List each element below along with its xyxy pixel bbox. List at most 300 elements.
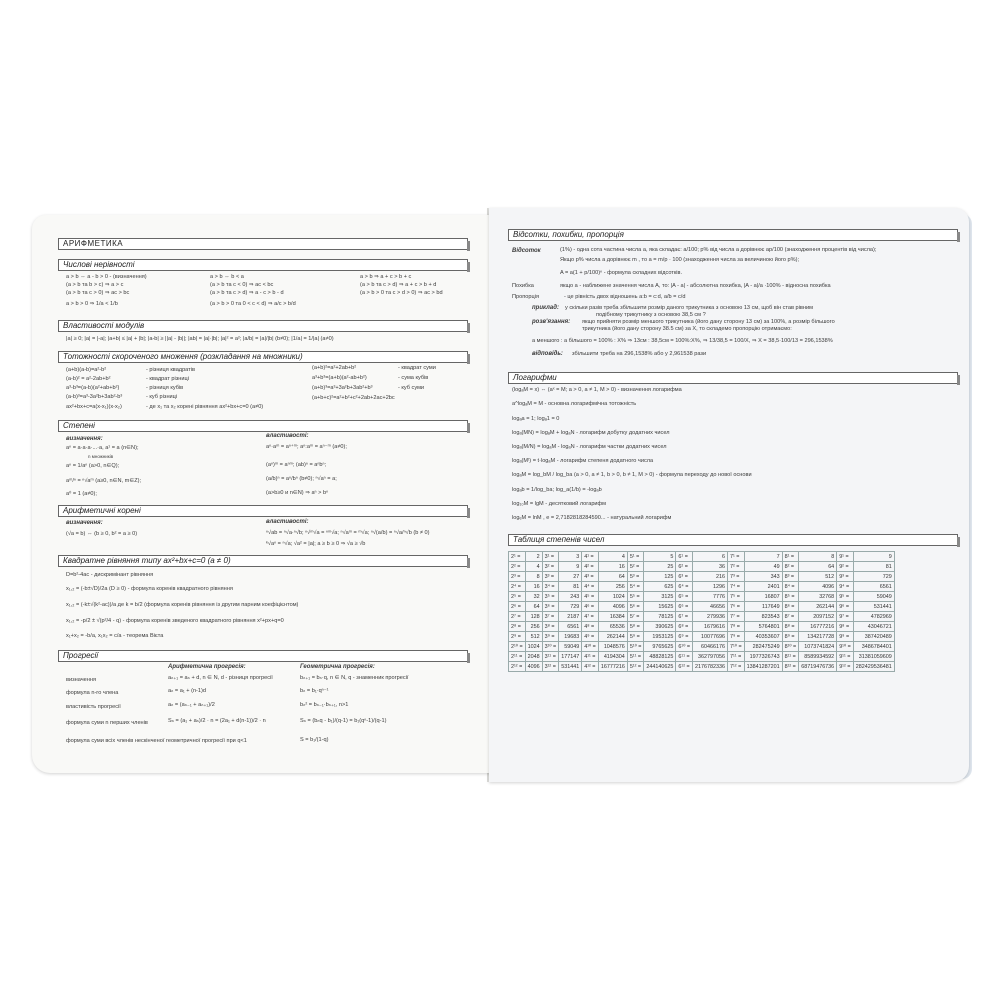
ineq-3-3: (a > b > 0 та c > d > 0) ⇒ ac > bd [360, 290, 443, 296]
solution-1: якщо прийняти розмір меншого трикутника (його дану сторону 13 см) за 100%, а розмір більшого [582, 319, 835, 325]
power-label-cell: 2³ = [509, 572, 526, 582]
power-label-cell: 9⁸ = [837, 622, 854, 632]
ident-2b-3: - куб суми [398, 385, 425, 391]
power-label-cell: 6¹ = [676, 552, 693, 562]
power-label-cell: 6¹¹ = [676, 652, 693, 662]
ident-1-1: (a+b)(a-b)=a²-b² [66, 367, 107, 373]
power-value-cell: 282475249 [744, 642, 782, 652]
power-value-cell: 5 [644, 552, 676, 562]
power-label-cell: 7⁸ = [728, 622, 745, 632]
power-value-cell: 60466176 [693, 642, 728, 652]
power-value-cell: 262144 [799, 602, 837, 612]
power-label-cell: 2² = [509, 562, 526, 572]
ident-2-3: (a+b)³=a³+3a²b+3ab²+b³ [312, 385, 373, 391]
powers-def-label: визначення: [66, 436, 103, 442]
section-quadratic: Квадратне рівняння типу ax²+bx+c=0 (a ≠ 0) [58, 555, 468, 567]
label-prop: Пропорція [512, 294, 539, 300]
powers-2-2: (aⁿ)ᵐ = aⁿᵐ; (ab)ⁿ = aⁿbⁿ; [266, 462, 327, 468]
power-label-cell: 9¹² = [837, 662, 854, 672]
power-value-cell: 390625 [644, 622, 676, 632]
arith-4: Sₙ = (a₁ + aₙ)/2 · n = (2a₁ + d(n-1))/2 · n [168, 718, 266, 724]
power-label-cell: 8¹² = [782, 662, 799, 672]
example-label: приклад: [532, 305, 559, 311]
power-label-cell: 7² = [728, 562, 745, 572]
prog-row-3: властивість прогресії [66, 704, 121, 710]
section-modules: Властивості модулів [58, 320, 468, 332]
power-value-cell: 4096 [525, 662, 542, 672]
power-label-cell: 4⁸ = [582, 622, 599, 632]
power-value-cell: 531441 [559, 662, 582, 672]
power-label-cell: 8⁷ = [782, 612, 799, 622]
power-value-cell: 59049 [853, 592, 894, 602]
power-value-cell: 1296 [693, 582, 728, 592]
power-value-cell: 32768 [799, 592, 837, 602]
table-row [509, 622, 895, 632]
ident-1-4: (a-b)³=a³-3a²b+3ab²-b³ [66, 394, 123, 400]
power-value-cell: 512 [525, 632, 542, 642]
power-label-cell: 5⁸ = [627, 622, 644, 632]
power-label-cell: 2⁴ = [509, 582, 526, 592]
power-label-cell: 9¹⁰ = [837, 642, 854, 652]
power-label-cell: 7⁹ = [728, 632, 745, 642]
power-value-cell: 128 [525, 612, 542, 622]
power-label-cell: 2⁷ = [509, 612, 526, 622]
geom-4: Sₙ = (bₙq - b₁)/(q-1) = b₁(qⁿ-1)/(q-1) [300, 718, 387, 724]
power-label-cell: 7¹² = [728, 662, 745, 672]
power-label-cell: 8⁵ = [782, 592, 799, 602]
power-label-cell: 4⁶ = [582, 602, 599, 612]
ident-2-4: (a+b+c)²=a²+b²+c²+2ab+2ac+2bc [312, 395, 395, 401]
power-label-cell: 5⁹ = [627, 632, 644, 642]
roots-2-1: ⁿ√ab = ⁿ√a·ⁿ√b; ⁿ√ᵐ√a = ⁿᵐ√a; ⁿ√aᵐ = ᵐ√a; ⁿ√(a/b) = ⁿ√a/ⁿ√b (b ≠ 0) [266, 530, 430, 536]
power-label-cell: 8⁹ = [782, 632, 799, 642]
power-label-cell: 3² = [542, 562, 559, 572]
power-value-cell: 2187 [559, 612, 582, 622]
power-value-cell: 4096 [799, 582, 837, 592]
power-value-cell: 625 [644, 582, 676, 592]
table-row [509, 592, 895, 602]
log-10: logₑM = lnM , e = 2,7182818284590... - натуральний логарифм [512, 515, 672, 521]
power-value-cell: 16777216 [799, 622, 837, 632]
quad-2: x₁,₂ = (-b±√D)/2a (D ≥ 0) - формула коренів квадратного рівняння [66, 586, 233, 592]
power-value-cell: 279936 [693, 612, 728, 622]
power-label-cell: 3¹¹ = [542, 652, 559, 662]
ident-2-2: a³+b³=(a+b)(a²-ab+b²) [312, 375, 367, 381]
power-label-cell: 7¹ = [728, 552, 745, 562]
table-row [509, 602, 895, 612]
prog-row-4: формула суми n перших членів [66, 720, 148, 726]
power-label-cell: 7⁴ = [728, 582, 745, 592]
power-value-cell: 4096 [598, 602, 627, 612]
power-value-cell: 2401 [744, 582, 782, 592]
answer: збільшити треба на 296,1538% або у 2,961538 рази [572, 351, 707, 357]
power-label-cell: 6⁶ = [676, 602, 693, 612]
log-2: a^logₐM = M - основна логарифмічна тотожність [512, 401, 637, 407]
percent-5: - це рівність двох відношень a:b = c:d, a/b = c/d [564, 294, 686, 300]
ident-1-5: ax²+bx+c=a(x-x₁)(x-x₂) [66, 404, 122, 410]
power-value-cell: 16 [525, 582, 542, 592]
powers-1-1: aⁿ = a·a·a·...·a, a¹ = a (n∈N); [66, 445, 139, 451]
powers-1-4: aᵐ/ⁿ = ⁿ√aᵐ (a≥0, n∈N, m∈Z); [66, 478, 142, 484]
power-value-cell: 48828125 [644, 652, 676, 662]
power-label-cell: 9² = [837, 562, 854, 572]
power-label-cell: 8¹ = [782, 552, 799, 562]
section-identities: Тотожності скороченого множення (розкладання на множники) [58, 351, 468, 363]
section-powers: Степені [58, 420, 468, 432]
power-label-cell: 9³ = [837, 572, 854, 582]
power-value-cell: 6 [693, 552, 728, 562]
power-label-cell: 6⁷ = [676, 612, 693, 622]
power-label-cell: 3⁶ = [542, 602, 559, 612]
table-row [509, 612, 895, 622]
powers-2-3: (a/b)ⁿ = aⁿ/bⁿ (b≠0); ⁿ√aⁿ = a; [266, 476, 337, 482]
solution-label: розв'язання: [532, 319, 571, 325]
percent-2: Якщо p% числа a дорівнює m , то a = m/p · 100 (знаходження числа за величиною його p%); [560, 257, 800, 263]
arith-3: aₙ = (aₙ₋₁ + aₙ₊₁)/2 [168, 702, 215, 708]
power-value-cell: 244140625 [644, 662, 676, 672]
power-label-cell: 3⁹ = [542, 632, 559, 642]
power-label-cell: 9¹ = [837, 552, 854, 562]
power-label-cell: 6¹² = [676, 662, 693, 672]
power-label-cell: 5¹⁰ = [627, 642, 644, 652]
power-value-cell: 7776 [693, 592, 728, 602]
power-value-cell: 531441 [853, 602, 894, 612]
power-value-cell: 125 [644, 572, 676, 582]
power-value-cell: 13841287201 [744, 662, 782, 672]
power-value-cell: 4 [525, 562, 542, 572]
table-row [509, 662, 895, 672]
log-1: (logₐM = x) ⇔ (aˣ = M; a > 0, a ≠ 1, M > 0) - визначення логарифма [512, 387, 682, 393]
power-label-cell: 9⁴ = [837, 582, 854, 592]
geom-1: bₙ₊₁ = bₙ·q, n ∈ N, q - знаменник прогресії [300, 675, 409, 681]
percent-4: якщо a - наближене значення числа A, то: |A - a| - абсолютна похибка, |A - a|/a ·100% - відносна похибка [560, 283, 831, 289]
power-value-cell: 343 [744, 572, 782, 582]
ident-1b-5: - де x₁ та x₂ корені рівняння ax²+bx+c=0 (a≠0) [146, 404, 264, 410]
power-value-cell: 1953125 [644, 632, 676, 642]
power-label-cell: 2¹⁰ = [509, 642, 526, 652]
power-value-cell: 68719476736 [799, 662, 837, 672]
power-value-cell: 16777216 [598, 662, 627, 672]
power-label-cell: 7¹¹ = [728, 652, 745, 662]
power-label-cell: 2⁵ = [509, 592, 526, 602]
ineq-2-4: (a > b > 0 та 0 < c < d) ⇒ a/c > b/d [210, 301, 296, 307]
power-value-cell: 2097152 [799, 612, 837, 622]
power-label-cell: 3⁵ = [542, 592, 559, 602]
power-value-cell: 9765625 [644, 642, 676, 652]
power-value-cell: 117649 [744, 602, 782, 612]
power-label-cell: 9⁷ = [837, 612, 854, 622]
power-value-cell: 46656 [693, 602, 728, 612]
power-label-cell: 9⁹ = [837, 632, 854, 642]
power-label-cell: 6⁹ = [676, 632, 693, 642]
power-label-cell: 4¹ = [582, 552, 599, 562]
power-label-cell: 2⁹ = [509, 632, 526, 642]
power-label-cell: 5⁷ = [627, 612, 644, 622]
power-value-cell: 3125 [644, 592, 676, 602]
geom-3: bₙ² = bₙ₋₁·bₙ₊₁, n>1 [300, 702, 349, 708]
power-label-cell: 2⁶ = [509, 602, 526, 612]
powers-1-3: aⁿ = 1/aⁿ (a>0, n∈Q); [66, 463, 120, 469]
table-row [509, 582, 895, 592]
power-label-cell: 3¹² = [542, 662, 559, 672]
power-value-cell: 8589934592 [799, 652, 837, 662]
ineq-3-2: (a > b та c > d) ⇒ a + c > b + d [360, 282, 437, 288]
power-value-cell: 43046721 [853, 622, 894, 632]
power-label-cell: 7⁷ = [728, 612, 745, 622]
power-label-cell: 7³ = [728, 572, 745, 582]
ident-1-3: a³-b³=(a-b)(a²+ab+b²) [66, 385, 120, 391]
power-value-cell: 216 [693, 572, 728, 582]
arith-label: Арифметична прогресія: [168, 664, 246, 670]
power-label-cell: 2¹¹ = [509, 652, 526, 662]
power-value-cell: 5764801 [744, 622, 782, 632]
power-value-cell: 177147 [559, 652, 582, 662]
power-label-cell: 8¹¹ = [782, 652, 799, 662]
power-label-cell: 6¹⁰ = [676, 642, 693, 652]
example-1: у скільки разів треба збільшити розмір даного трикутника з основою 13 см, щоб він став рівним [565, 305, 813, 311]
example-2: подібному трикутнику з основою 38,5 см ? [596, 312, 706, 318]
power-value-cell: 387420489 [853, 632, 894, 642]
power-value-cell: 78125 [644, 612, 676, 622]
quad-4: x₁,₂ = -p/2 ± √(p²/4 - q) - формула коренів зведеного квадратного рівняння x²+px+q=0 [66, 618, 284, 624]
arith-2: aₙ = a₁ + (n-1)d [168, 688, 207, 694]
power-label-cell: 3¹ = [542, 552, 559, 562]
ident-1b-3: - різниця кубів [146, 385, 184, 391]
power-label-cell: 8⁶ = [782, 602, 799, 612]
ineq-1-4: a > b > 0 ⇒ 1/a < 1/b [66, 301, 118, 307]
powers-1-5: a⁰ = 1 (a≠0); [66, 491, 97, 497]
table-row [509, 652, 895, 662]
power-value-cell: 1073741824 [799, 642, 837, 652]
ineq-1-1: a > b ⇔ a - b > 0 - (визначення) [66, 274, 147, 280]
power-value-cell: 10077696 [693, 632, 728, 642]
section-power-table: Таблиця степенів чисел [508, 534, 958, 546]
power-label-cell: 2¹ = [509, 552, 526, 562]
ident-1b-2: - квадрат різниці [146, 376, 189, 382]
powers-1-2: n множників [88, 454, 114, 459]
power-value-cell: 362797056 [693, 652, 728, 662]
power-value-cell: 8 [525, 572, 542, 582]
power-label-cell: 7⁵ = [728, 592, 745, 602]
geom-2: bₙ = b₁·qⁿ⁻¹ [300, 688, 329, 694]
power-label-cell: 8³ = [782, 572, 799, 582]
log-6: logₐ(Mᵗ) = t·logₐM - логарифм степеня додатного числа [512, 458, 654, 464]
log-9: log₁₀M = lgM - десятковий логарифм [512, 501, 607, 507]
power-label-cell: 5² = [627, 562, 644, 572]
power-value-cell: 8 [799, 552, 837, 562]
roots-prop-label: властивості: [266, 519, 309, 525]
power-label-cell: 4³ = [582, 572, 599, 582]
ineq-2-1: a > b ⇔ b < a [210, 274, 244, 280]
powers-2-1: aⁿ·aᵐ = aⁿ⁺ᵐ; aⁿ:aᵐ = aⁿ⁻ᵐ (a≠0); [266, 444, 347, 450]
power-label-cell: 7¹⁰ = [728, 642, 745, 652]
power-label-cell: 9⁶ = [837, 602, 854, 612]
power-value-cell: 9 [559, 562, 582, 572]
ident-1-2: (a-b)² = a²-2ab+b² [66, 376, 111, 382]
powers-2-4: (a>b≥0 и n∈N) ⇒ aⁿ > bⁿ [266, 490, 329, 496]
answer-label: відповідь: [532, 351, 563, 357]
geom-5: S = b₁/(1-q) [300, 737, 329, 743]
power-value-cell: 40353607 [744, 632, 782, 642]
power-label-cell: 9¹¹ = [837, 652, 854, 662]
ineq-3-1: a > b ⇒ a + c > b + c [360, 274, 412, 280]
power-label-cell: 6² = [676, 562, 693, 572]
power-value-cell: 256 [598, 582, 627, 592]
power-value-cell: 64 [525, 602, 542, 612]
log-5: logₐ(M/N) = logₐM - logₐN - логарифм частки додатних чисел [512, 444, 667, 450]
power-value-cell: 3486784401 [853, 642, 894, 652]
power-label-cell: 3⁸ = [542, 622, 559, 632]
power-label-cell: 5³ = [627, 572, 644, 582]
power-value-cell: 134217728 [799, 632, 837, 642]
log-7: logₐM = log_bM / log_ba (a > 0, a ≠ 1, b > 0, b ≠ 1, M > 0) - формула переходу до нової основи [512, 472, 752, 478]
power-value-cell: 729 [853, 572, 894, 582]
arithmetic-title: АРИФМЕТИКА [58, 238, 468, 250]
power-label-cell: 9⁵ = [837, 592, 854, 602]
power-value-cell: 3 [559, 552, 582, 562]
power-value-cell: 32 [525, 592, 542, 602]
quad-3: x₁,₂ = (-k±√(k²-ac))/a де k = b/2 (формула коренів рівняння із другим парним коефіцієнтом) [66, 602, 299, 608]
power-value-cell: 19683 [559, 632, 582, 642]
arith-1: aₙ₊₁ = aₙ + d, n ∈ N, d - різниця прогресії [168, 675, 273, 681]
power-value-cell: 1977326743 [744, 652, 782, 662]
power-label-cell: 6³ = [676, 572, 693, 582]
power-value-cell: 16807 [744, 592, 782, 602]
modules-line: |a| ≥ 0; |a| = |-a|; |a+b| ≤ |a| + |b|; |a-b| ≥ ||a| - |b||; |ab| = |a|·|b|; |a|² = a²; |a/b| = |a|/|b| (b≠0); |1/a| = 1/|a| (a≠0) [66, 336, 334, 342]
power-label-cell: 2¹² = [509, 662, 526, 672]
percent-1: (1%) - одна сота частина числа a, яка складає: a/100; p% від числа a дорівнює ap/100 (знаходження процентів від числа); [560, 247, 877, 253]
roots-2-2: ᵏ√aⁿ = ⁿ√a; √a² = |a|; a ≥ b ≥ 0 ⇒ √a ≥ √b [266, 541, 366, 547]
power-label-cell: 4⁴ = [582, 582, 599, 592]
power-value-cell: 512 [799, 572, 837, 582]
power-label-cell: 8⁴ = [782, 582, 799, 592]
power-label-cell: 4¹² = [582, 662, 599, 672]
power-label-cell: 4² = [582, 562, 599, 572]
log-3: logₐa = 1; logₐ1 = 0 [512, 416, 560, 422]
log-8: logₐb = 1/log_ba; log_a(1/b) = -logₐb [512, 487, 602, 493]
power-value-cell: 4782969 [853, 612, 894, 622]
table-row [509, 552, 895, 562]
power-value-cell: 49 [744, 562, 782, 572]
powers-prop-label: властивості: [266, 433, 309, 439]
power-value-cell: 1048576 [598, 642, 627, 652]
prog-row-1: визначення [66, 677, 96, 683]
section-logs: Логарифми [508, 372, 958, 384]
power-value-cell: 9 [853, 552, 894, 562]
power-label-cell: 8⁸ = [782, 622, 799, 632]
power-value-cell: 1679616 [693, 622, 728, 632]
power-label-cell: 5¹² = [627, 662, 644, 672]
table-row [509, 572, 895, 582]
power-label-cell: 8² = [782, 562, 799, 572]
roots-def-label: визначення: [66, 520, 103, 526]
power-label-cell: 5¹¹ = [627, 652, 644, 662]
ineq-1-3: (a > b та c > 0) ⇒ ac > bc [66, 290, 130, 296]
power-value-cell: 81 [559, 582, 582, 592]
geom-label: Геометрична прогресія: [300, 664, 375, 670]
power-value-cell: 4 [598, 552, 627, 562]
section-inequalities: Числові нерівності [58, 259, 468, 271]
ident-2-1: (a+b)²=a²+2ab+b² [312, 365, 357, 371]
quad-1: D=b²-4ac - дискримінант рівняння [66, 572, 154, 578]
power-label-cell: 2⁸ = [509, 622, 526, 632]
power-value-cell: 262144 [598, 632, 627, 642]
power-value-cell: 15625 [644, 602, 676, 612]
power-label-cell: 5⁶ = [627, 602, 644, 612]
power-label-cell: 6⁸ = [676, 622, 693, 632]
prog-row-2: формула n-го члена [66, 690, 119, 696]
power-value-cell: 64 [598, 572, 627, 582]
power-label-cell: 5⁴ = [627, 582, 644, 592]
power-label-cell: 5¹ = [627, 552, 644, 562]
section-progressions: Прогресії [58, 650, 468, 662]
power-label-cell: 3¹⁰ = [542, 642, 559, 652]
quad-5: x₁+x₂ = -b/a, x₁x₂ = c/a - теорема Вієта [66, 633, 164, 639]
table-row [509, 642, 895, 652]
power-value-cell: 64 [799, 562, 837, 572]
power-label-cell: 8¹⁰ = [782, 642, 799, 652]
power-value-cell: 729 [559, 602, 582, 612]
power-value-cell: 65536 [598, 622, 627, 632]
ident-2b-2: - сума кубів [398, 375, 429, 381]
table-row [509, 562, 895, 572]
solution-3: a меншого : a більшого = 100% : X% ⇒ 13см : 38,5см = 100%:X%, ⇒ 13/38,5 = 100/X, ⇒ X = 38,5·100/13 = 296,1538% [532, 338, 833, 344]
power-value-cell: 6561 [853, 582, 894, 592]
power-value-cell: 1024 [598, 592, 627, 602]
roots-1-1: (√a = b) ⇔ (b ≥ 0, b² = a ≥ 0) [66, 531, 138, 537]
power-value-cell: 256 [525, 622, 542, 632]
power-value-cell: 59049 [559, 642, 582, 652]
power-label-cell: 4¹⁰ = [582, 642, 599, 652]
power-label-cell: 7⁶ = [728, 602, 745, 612]
power-value-cell: 7 [744, 552, 782, 562]
power-label-cell: 4⁷ = [582, 612, 599, 622]
percent-3: A = a(1 + p/100)ⁿ - формула складних відсотків. [560, 270, 683, 276]
ineq-2-2: (a > b та c < 0) ⇒ ac < bc [210, 282, 274, 288]
ident-1b-1: - різниця квадратів [146, 367, 195, 373]
power-value-cell: 243 [559, 592, 582, 602]
power-label-cell: 4⁵ = [582, 592, 599, 602]
power-value-cell: 81 [853, 562, 894, 572]
label-error: Похибка [512, 283, 534, 289]
power-value-cell: 823543 [744, 612, 782, 622]
power-value-cell: 282429536481 [853, 662, 894, 672]
power-value-cell: 2 [525, 552, 542, 562]
prog-row-5: формула суми всіх членів нескінченої геометричної прогресії при q<1 [66, 738, 247, 744]
power-value-cell: 27 [559, 572, 582, 582]
power-value-cell: 2048 [525, 652, 542, 662]
power-label-cell: 3³ = [542, 572, 559, 582]
power-value-cell: 4194304 [598, 652, 627, 662]
power-value-cell: 31381059609 [853, 652, 894, 662]
table-row [509, 632, 895, 642]
log-4: logₐ(MN) = logₐM + logₐN - логарифм добутку додатних чисел [512, 430, 670, 436]
power-label-cell: 6⁴ = [676, 582, 693, 592]
power-label-cell: 4¹¹ = [582, 652, 599, 662]
power-value-cell: 36 [693, 562, 728, 572]
power-label-cell: 4⁹ = [582, 632, 599, 642]
ident-2b-1: - квадрат суми [398, 365, 436, 371]
power-label-cell: 6⁵ = [676, 592, 693, 602]
power-label-cell: 3⁴ = [542, 582, 559, 592]
power-value-cell: 16 [598, 562, 627, 572]
power-label-cell: 5⁵ = [627, 592, 644, 602]
power-value-cell: 2176782336 [693, 662, 728, 672]
power-value-cell: 6561 [559, 622, 582, 632]
section-roots: Арифметичні корені [58, 505, 468, 517]
section-percent: Відсотки, похибки, пропорція [508, 229, 958, 241]
power-value-cell: 16384 [598, 612, 627, 622]
